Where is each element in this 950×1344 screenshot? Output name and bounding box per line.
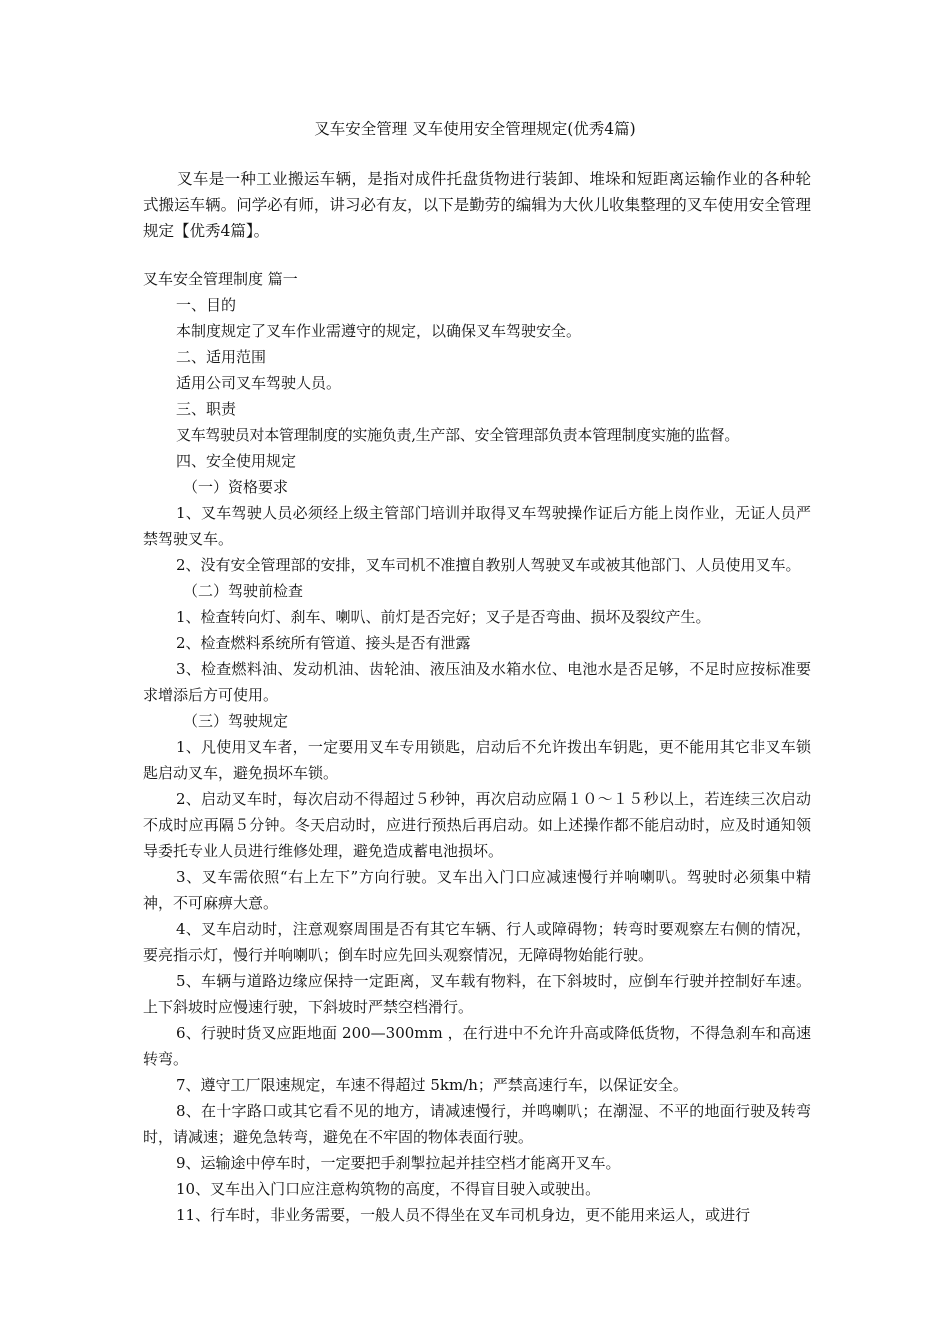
rule-item: 1、检查转向灯、刹车、喇叭、前灯是否完好；叉子是否弯曲、损坏及裂纹产生。 — [176, 608, 711, 626]
text-scope: 适用公司叉车驾驶人员。 — [176, 374, 342, 392]
rule-item: 3、叉车需依照“右上左下”方向行驶。叉车出入门口应减速慢行并响喇叭。驾驶时必须集中精神，不可麻痹大意。 — [143, 868, 811, 912]
heading-purpose: 一、目的 — [176, 296, 237, 314]
document-title: 叉车安全管理 叉车使用安全管理规定(优秀4篇) — [314, 120, 636, 138]
rule-item: 6、行驶时货叉应距地面 200—300mm ，在行进中不允许升高或降低货物，不得急刹车和高速转弯。 — [143, 1024, 811, 1068]
text-duty: 叉车驾驶员对本管理制度的实施负责,生产部、安全管理部负责本管理制度实施的监督。 — [176, 426, 740, 444]
rule-item: 4、叉车启动时，注意观察周围是否有其它车辆、行人或障碍物；转弯时要观察左右侧的情况，要亮指示灯，慢行并响喇叭；倒车时应先回头观察情况，无障碍物始能行驶。 — [143, 920, 811, 964]
section-heading: 叉车安全管理制度 篇一 — [143, 270, 298, 288]
subheading-precheck: （二）驾驶前检查 — [183, 582, 304, 600]
subheading-qualification: （一）资格要求 — [183, 478, 289, 496]
rule-item: 8、在十字路口或其它看不见的地方，请减速慢行，并鸣喇叭；在潮湿、不平的地面行驶及转弯时，请减速；避免急转弯，避免在不牢固的物体表面行驶。 — [143, 1102, 811, 1146]
heading-rules: 四、安全使用规定 — [176, 452, 297, 470]
subheading-driving: （三）驾驶规定 — [183, 712, 289, 730]
rule-item: 2、没有安全管理部的安排，叉车司机不准擅自教别人驾驶叉车或被其他部门、人员使用叉车。 — [176, 556, 801, 574]
rule-item: 1、叉车驾驶人员必须经上级主管部门培训并取得叉车驾驶操作证后方能上岗作业，无证人员严禁驾驶叉车。 — [143, 504, 811, 548]
rule-item: 5、车辆与道路边缘应保持一定距离，叉车载有物料，在下斜坡时，应倒车行驶并控制好车速。上下斜坡时应慢速行驶，下斜坡时严禁空档滑行。 — [143, 972, 811, 1016]
rule-item: 3、检查燃料油、发动机油、齿轮油、液压油及水箱水位、电池水是否足够，不足时应按标准要求增添后方可使用。 — [143, 660, 811, 704]
rule-item: 1、凡使用叉车者，一定要用叉车专用锁匙，启动后不允许拨出车钥匙，更不能用其它非叉车锁匙启动叉车，避免损坏车锁。 — [143, 738, 811, 782]
text-purpose: 本制度规定了叉车作业需遵守的规定，以确保叉车驾驶安全。 — [176, 322, 582, 340]
intro-paragraph: 叉车是一种工业搬运车辆，是指对成件托盘货物进行装卸、堆垛和短距离运输作业的各种轮式搬运车辆。问学必有师，讲习必有友，以下是勤劳的编辑为大伙儿收集整理的叉车使用安全管理规定【优秀4篇】。 — [143, 170, 811, 240]
section-content — [143, 266, 811, 1228]
rule-item: 2、检查燃料系统所有管道、接头是否有泄露 — [176, 634, 471, 652]
rule-item: 7、遵守工厂限速规定，车速不得超过 5km/h；严禁高速行车，以保证安全。 — [176, 1076, 688, 1094]
heading-duty: 三、职责 — [176, 400, 237, 418]
heading-scope: 二、适用范围 — [176, 348, 267, 366]
rule-item: 9、运输途中停车时，一定要把手刹掣拉起并挂空档才能离开叉车。 — [176, 1154, 621, 1172]
rule-item: 2、启动叉车时，每次启动不得超过５秒钟，再次启动应隔１０～１５秒以上，若连续三次启动不成时应再隔５分钟。冬天启动时，应进行预热后再启动。如上述操作都不能启动时，应及时通知领导委托专业人员进行维修处理，避免造成蓄电池损坏。 — [143, 790, 811, 860]
rule-item: 11、行车时，非业务需要，一般人员不得坐在叉车司机身边，更不能用来运人，或进行 — [176, 1206, 751, 1224]
rule-item: 10、叉车出入门口应注意构筑物的高度，不得盲目驶入或驶出。 — [176, 1180, 601, 1198]
